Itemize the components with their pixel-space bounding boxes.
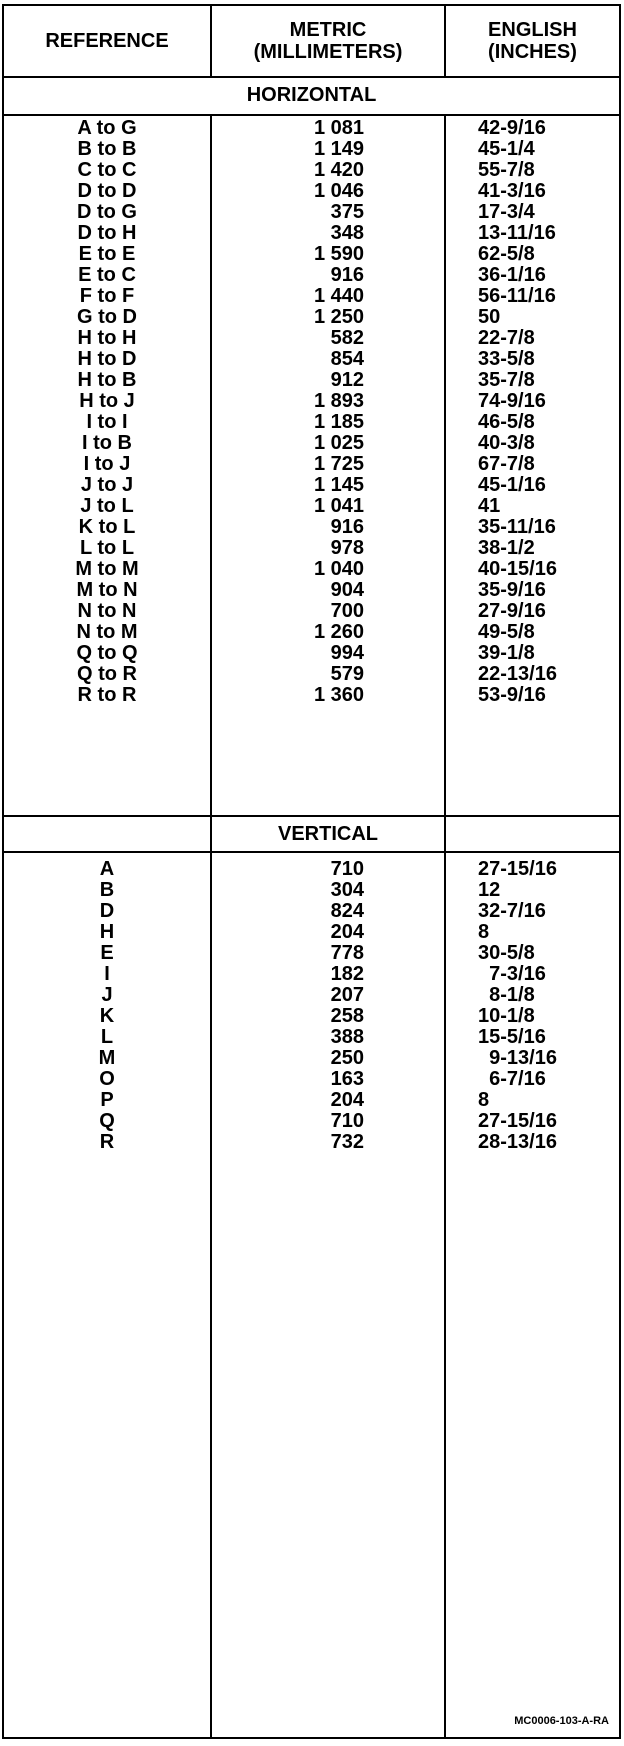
reference-cell: Q bbox=[99, 1110, 115, 1132]
english-cell: 12 bbox=[478, 879, 501, 901]
english-cell: 27-15/16 bbox=[478, 858, 557, 880]
metric-value: 710 bbox=[330, 858, 364, 880]
reference-cell: A bbox=[99, 858, 115, 880]
metric-value: 1 420 bbox=[313, 159, 364, 181]
table-row bbox=[4, 664, 619, 685]
header-english-line1: ENGLISH bbox=[488, 19, 577, 41]
reference-cell: H to H bbox=[77, 327, 137, 349]
table-row bbox=[4, 1069, 619, 1090]
metric-value: 916 bbox=[330, 516, 364, 538]
metric-value: 163 bbox=[330, 1068, 364, 1090]
metric-value: 1 725 bbox=[313, 453, 364, 475]
horizontal-divider bbox=[4, 114, 619, 116]
table-row bbox=[4, 559, 619, 580]
header-english-line2: (INCHES) bbox=[488, 41, 577, 63]
english-cell: 6-7/16 bbox=[478, 1068, 546, 1090]
metric-value: 582 bbox=[330, 327, 364, 349]
reference-cell: M to N bbox=[76, 579, 138, 601]
table-row bbox=[4, 685, 619, 706]
reference-cell: E to E bbox=[78, 243, 136, 265]
metric-value: 1 360 bbox=[313, 684, 364, 706]
reference-cell: B to B bbox=[77, 138, 137, 160]
reference-cell: F to F bbox=[79, 285, 135, 307]
metric-value: 904 bbox=[330, 579, 364, 601]
table-row bbox=[4, 391, 619, 412]
english-cell: 35-9/16 bbox=[478, 579, 546, 601]
table-row bbox=[4, 964, 619, 985]
table-row bbox=[4, 1111, 619, 1132]
metric-value: 204 bbox=[330, 921, 364, 943]
english-cell: 15-5/16 bbox=[478, 1026, 546, 1048]
dimensions-table bbox=[2, 4, 621, 1739]
english-cell: 36-1/16 bbox=[478, 264, 546, 286]
english-cell: 40-15/16 bbox=[478, 558, 557, 580]
reference-cell: M to M bbox=[75, 558, 139, 580]
header-metric bbox=[212, 6, 444, 76]
metric-value: 700 bbox=[330, 600, 364, 622]
english-cell: 22-13/16 bbox=[478, 663, 557, 685]
reference-cell: R to R bbox=[77, 684, 137, 706]
reference-cell: D bbox=[99, 900, 115, 922]
english-cell: 28-13/16 bbox=[478, 1131, 557, 1153]
english-cell: 56-11/16 bbox=[478, 285, 556, 307]
table-row bbox=[4, 328, 619, 349]
table-row bbox=[4, 580, 619, 601]
table-row bbox=[4, 160, 619, 181]
table-row bbox=[4, 1048, 619, 1069]
english-cell: 17-3/4 bbox=[478, 201, 535, 223]
english-cell: 42-9/16 bbox=[478, 117, 546, 139]
reference-cell: R bbox=[99, 1131, 115, 1153]
vertical-divider-top bbox=[4, 815, 619, 817]
header-metric-line2: (MILLIMETERS) bbox=[253, 41, 403, 63]
metric-value: 258 bbox=[330, 1005, 364, 1027]
english-cell: 74-9/16 bbox=[478, 390, 546, 412]
table-row bbox=[4, 433, 619, 454]
reference-cell: K bbox=[99, 1005, 115, 1027]
reference-cell: H to D bbox=[77, 348, 137, 370]
header-english bbox=[446, 6, 619, 76]
metric-value: 824 bbox=[330, 900, 364, 922]
metric-value: 250 bbox=[330, 1047, 364, 1069]
english-cell: 27-9/16 bbox=[478, 600, 546, 622]
english-cell: 8 bbox=[478, 921, 490, 943]
vertical-section-title: VERTICAL bbox=[278, 823, 378, 845]
english-cell: 7-3/16 bbox=[478, 963, 546, 985]
horizontal-rows bbox=[4, 118, 619, 706]
reference-cell: Q to R bbox=[77, 663, 137, 685]
metric-value: 579 bbox=[330, 663, 364, 685]
table-row bbox=[4, 538, 619, 559]
metric-value: 348 bbox=[330, 222, 364, 244]
reference-cell: Q to Q bbox=[76, 642, 138, 664]
reference-cell: L bbox=[100, 1026, 114, 1048]
metric-value: 710 bbox=[330, 1110, 364, 1132]
english-cell: 45-1/16 bbox=[478, 474, 546, 496]
english-cell: 62-5/8 bbox=[478, 243, 535, 265]
english-cell: 33-5/8 bbox=[478, 348, 535, 370]
english-cell: 50 bbox=[478, 306, 501, 328]
table-row bbox=[4, 1006, 619, 1027]
vertical-divider-bottom bbox=[4, 851, 619, 853]
reference-cell: D to H bbox=[77, 222, 137, 244]
metric-value: 994 bbox=[330, 642, 364, 664]
table-row bbox=[4, 244, 619, 265]
table-row bbox=[4, 1132, 619, 1153]
horizontal-section-title: HORIZONTAL bbox=[246, 84, 377, 106]
metric-value: 1 149 bbox=[313, 138, 364, 160]
table-row bbox=[4, 943, 619, 964]
metric-value: 732 bbox=[330, 1131, 364, 1153]
metric-value: 1 440 bbox=[313, 285, 364, 307]
english-cell: 10-1/8 bbox=[478, 1005, 535, 1027]
reference-cell: I to B bbox=[82, 432, 132, 454]
table-row bbox=[4, 265, 619, 286]
table-row bbox=[4, 202, 619, 223]
metric-value: 1 040 bbox=[313, 558, 364, 580]
reference-cell: J to J bbox=[80, 474, 134, 496]
reference-cell: B bbox=[99, 879, 115, 901]
figure-code: MC0006-103-A-RA bbox=[514, 1715, 609, 1727]
metric-value: 375 bbox=[330, 201, 364, 223]
english-cell: 27-15/16 bbox=[478, 1110, 557, 1132]
english-cell: 41 bbox=[478, 495, 501, 517]
english-cell: 35-7/8 bbox=[478, 369, 535, 391]
table-row bbox=[4, 901, 619, 922]
reference-cell: N to M bbox=[76, 621, 138, 643]
english-cell: 41-3/16 bbox=[478, 180, 546, 202]
metric-value: 1 041 bbox=[313, 495, 364, 517]
table-row bbox=[4, 307, 619, 328]
metric-value: 1 893 bbox=[313, 390, 364, 412]
table-row bbox=[4, 643, 619, 664]
reference-cell: L to L bbox=[79, 537, 135, 559]
metric-value: 204 bbox=[330, 1089, 364, 1111]
english-cell: 30-5/8 bbox=[478, 942, 535, 964]
reference-cell: N to N bbox=[77, 600, 137, 622]
metric-value: 1 081 bbox=[313, 117, 364, 139]
reference-cell: P bbox=[100, 1089, 114, 1111]
table-row bbox=[4, 1090, 619, 1111]
english-cell: 45-1/4 bbox=[478, 138, 535, 160]
table-row bbox=[4, 517, 619, 538]
metric-value: 182 bbox=[330, 963, 364, 985]
table-row bbox=[4, 496, 619, 517]
table-row bbox=[4, 349, 619, 370]
reference-cell: O bbox=[99, 1068, 115, 1090]
table-row bbox=[4, 985, 619, 1006]
table-row bbox=[4, 412, 619, 433]
english-cell: 53-9/16 bbox=[478, 684, 546, 706]
table-row bbox=[4, 1027, 619, 1048]
metric-value: 388 bbox=[330, 1026, 364, 1048]
metric-value: 1 025 bbox=[313, 432, 364, 454]
table-row bbox=[4, 475, 619, 496]
metric-value: 978 bbox=[330, 537, 364, 559]
table-row bbox=[4, 880, 619, 901]
metric-value: 916 bbox=[330, 264, 364, 286]
english-cell: 9-13/16 bbox=[478, 1047, 557, 1069]
english-cell: 35-11/16 bbox=[478, 516, 556, 538]
metric-value: 854 bbox=[330, 348, 364, 370]
header-reference-label: REFERENCE bbox=[45, 30, 169, 52]
english-cell: 39-1/8 bbox=[478, 642, 535, 664]
vertical-rows bbox=[4, 859, 619, 1153]
english-cell: 49-5/8 bbox=[478, 621, 535, 643]
table-row bbox=[4, 454, 619, 475]
reference-cell: E bbox=[100, 942, 114, 964]
table-row bbox=[4, 601, 619, 622]
reference-cell: C to C bbox=[77, 159, 137, 181]
reference-cell: I to I bbox=[86, 411, 128, 433]
reference-cell: E to C bbox=[78, 264, 136, 286]
metric-value: 304 bbox=[330, 879, 364, 901]
reference-cell: G to D bbox=[77, 306, 137, 328]
metric-value: 1 260 bbox=[313, 621, 364, 643]
table-row bbox=[4, 139, 619, 160]
english-cell: 13-11/16 bbox=[478, 222, 556, 244]
reference-cell: I to J bbox=[83, 453, 131, 475]
reference-cell: H bbox=[99, 921, 115, 943]
english-cell: 55-7/8 bbox=[478, 159, 535, 181]
reference-cell: A to G bbox=[77, 117, 137, 139]
reference-cell: H to B bbox=[77, 369, 137, 391]
reference-cell: D to D bbox=[77, 180, 137, 202]
table-row bbox=[4, 922, 619, 943]
metric-value: 1 185 bbox=[313, 411, 364, 433]
table-row bbox=[4, 223, 619, 244]
reference-cell: H to J bbox=[79, 390, 135, 412]
english-cell: 8 bbox=[478, 1089, 490, 1111]
english-cell: 22-7/8 bbox=[478, 327, 535, 349]
table-row bbox=[4, 118, 619, 139]
reference-cell: M bbox=[98, 1047, 116, 1069]
table-row bbox=[4, 859, 619, 880]
english-cell: 32-7/16 bbox=[478, 900, 546, 922]
header-reference bbox=[4, 6, 210, 76]
reference-cell: I bbox=[104, 963, 110, 985]
english-cell: 8-1/8 bbox=[478, 984, 535, 1006]
table-row bbox=[4, 181, 619, 202]
reference-cell: J bbox=[101, 984, 113, 1006]
table-row bbox=[4, 370, 619, 391]
table-row bbox=[4, 622, 619, 643]
reference-cell: D to G bbox=[77, 201, 137, 223]
english-cell: 38-1/2 bbox=[478, 537, 535, 559]
table-row bbox=[4, 286, 619, 307]
metric-value: 1 145 bbox=[313, 474, 364, 496]
english-cell: 40-3/8 bbox=[478, 432, 535, 454]
metric-value: 912 bbox=[330, 369, 364, 391]
header-metric-line1: METRIC bbox=[289, 19, 367, 41]
metric-value: 778 bbox=[330, 942, 364, 964]
metric-value: 1 046 bbox=[313, 180, 364, 202]
metric-value: 207 bbox=[330, 984, 364, 1006]
reference-cell: J to L bbox=[80, 495, 134, 517]
english-cell: 46-5/8 bbox=[478, 411, 535, 433]
english-cell: 67-7/8 bbox=[478, 453, 535, 475]
metric-value: 1 590 bbox=[313, 243, 364, 265]
reference-cell: K to L bbox=[78, 516, 136, 538]
metric-value: 1 250 bbox=[313, 306, 364, 328]
